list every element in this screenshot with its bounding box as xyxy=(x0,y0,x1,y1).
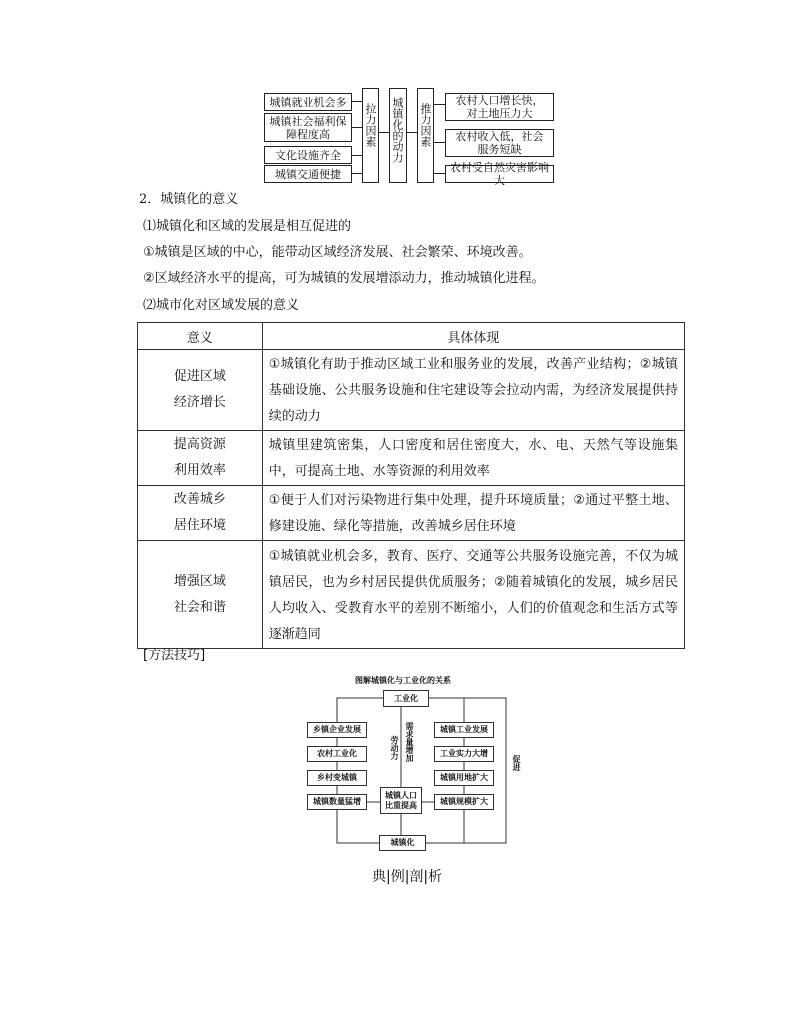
detail-cell: 城镇里建筑密集，人口密度和居住密度大，水、电、天然气等设施集中，可提高土地、水等资源的利用效率 xyxy=(262,431,684,486)
left-chain-4: 城镇数量猛增 xyxy=(307,794,367,810)
right-chain-1: 城镇工业发展 xyxy=(434,722,494,738)
promote-label: 促进 xyxy=(512,755,521,771)
subheading-1: ⑴城镇化和区域的发展是相互促进的 xyxy=(143,219,352,234)
detail-cell: ①城镇化有助于推动区域工业和服务业的发展，改善产业结构；②城镇基础设施、公共服务设施和住宅建设等会拉动内需，为经济发展提供持续的动力 xyxy=(262,350,684,431)
meaning-cell: 促进区域 经济增长 xyxy=(138,350,263,431)
flowchart-title: 图解城镇化与工业化的关系 xyxy=(355,676,451,685)
middle-box: 城镇人口比重提高 xyxy=(380,787,422,814)
detail-cell: ①城镇就业机会多，教育、医疗、交通等公共服务设施完善，不仅为城镇居民，也为乡村居民提供优质服务；②随着城镇化的发展，城乡居民人均收入、受教育水平的差别不断缩小，人们的价值观念和生活方式等逐渐趋同 xyxy=(262,541,684,649)
left-chain-2: 农村工业化 xyxy=(307,746,367,762)
demand-label: 需求量增加 xyxy=(405,722,414,762)
urbanization-box: 城镇化 xyxy=(379,835,426,851)
right-chain-3: 城镇用地扩大 xyxy=(434,770,494,786)
section-heading: 2．城镇化的意义 xyxy=(139,192,239,207)
pull-item-1: 城镇就业机会多 xyxy=(264,93,352,111)
push-item-1: 农村人口增长快，对土地压力大 xyxy=(445,93,554,121)
point-1: ①城镇是区域的中心，能带动区域经济发展、社会繁荣、环境改善。 xyxy=(143,245,532,260)
meaning-cell: 改善城乡 居住环境 xyxy=(138,486,263,541)
pull-item-4: 城镇交通便捷 xyxy=(264,165,352,183)
left-chain-3: 乡村变城镇 xyxy=(307,770,367,786)
subheading-2: ⑵城市化对区域发展的意义 xyxy=(143,298,300,313)
left-chain-1: 乡镇企业发展 xyxy=(307,722,367,738)
pull-item-2: 城镇社会福利保障程度高 xyxy=(264,113,352,142)
pull-item-3: 文化设施齐全 xyxy=(264,146,352,164)
right-chain-4: 城镇规模扩大 xyxy=(434,794,494,810)
meaning-cell: 增强区域 社会和谐 xyxy=(138,541,263,649)
meaning-cell: 提高资源 利用效率 xyxy=(138,431,263,486)
right-chain-2: 工业实力大增 xyxy=(434,746,494,762)
push-item-2: 农村收入低，社会服务短缺 xyxy=(445,129,554,157)
section-footer-heading: 典|例|剖|析 xyxy=(372,869,443,885)
industrialization-box: 工业化 xyxy=(383,690,429,707)
labor-label: 劳动力 xyxy=(390,736,399,760)
push-item-3: 农村受自然灾害影响大 xyxy=(445,165,554,183)
center-label: 城镇化的动力 xyxy=(391,97,404,163)
header-detail: 具体体现 xyxy=(262,323,684,350)
detail-cell: ①便于人们对污染物进行集中处理，提升环境质量；②通过平整土地、修建设施、绿化等措施，改善城乡居住环境 xyxy=(262,486,684,541)
header-meaning: 意义 xyxy=(138,323,263,350)
point-2: ②区域经济水平的提高，可为城镇的发展增添动力，推动城镇化进程。 xyxy=(143,271,545,286)
method-label: [方法技巧] xyxy=(143,648,206,663)
pull-factor-label: 拉力因素 xyxy=(364,103,377,147)
push-factor-label: 推力因素 xyxy=(419,103,432,147)
